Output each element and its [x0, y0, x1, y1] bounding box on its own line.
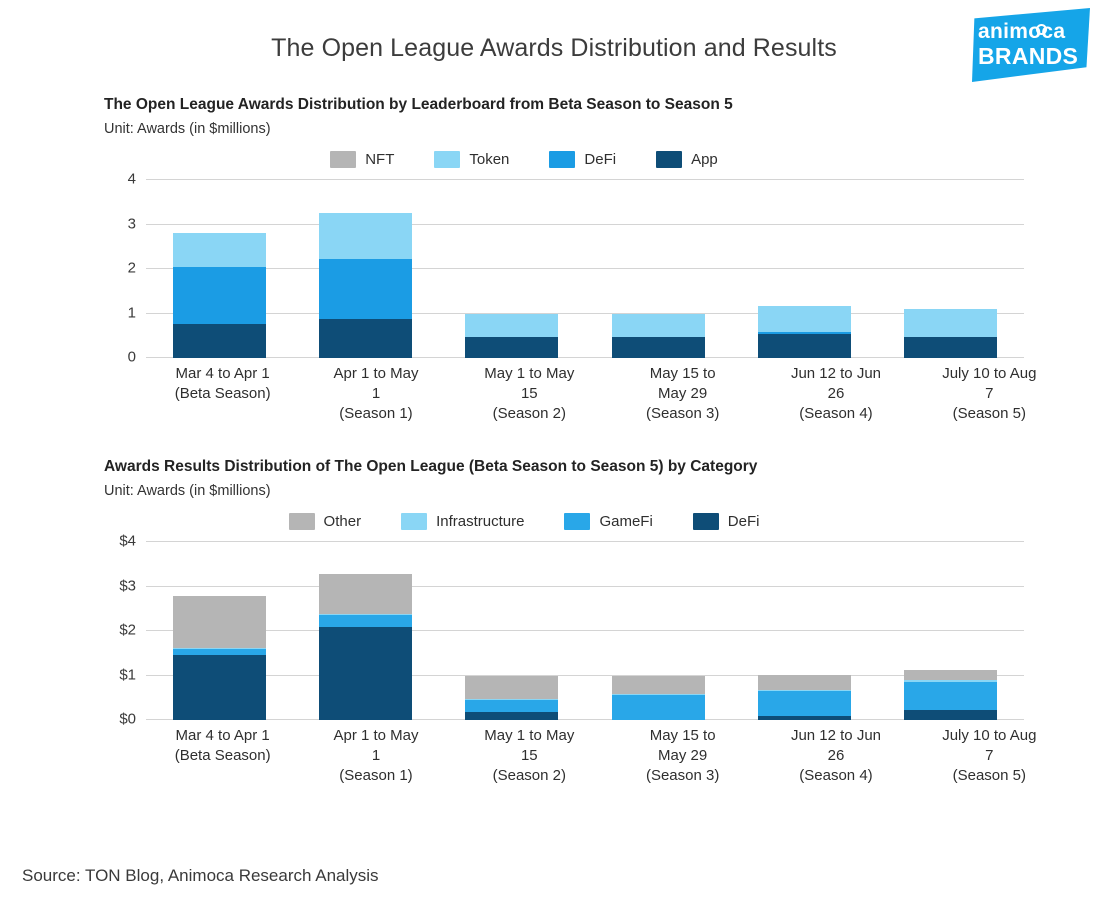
y-axis-tick: 4	[127, 170, 136, 188]
y-axis-tick: $4	[119, 532, 136, 550]
x-axis-label-line: (Season 3)	[645, 767, 720, 784]
x-axis-label-line: (Season 2)	[492, 405, 566, 422]
legend-label-gamefi: GameFi	[599, 513, 653, 530]
y-axis-tick: 0	[127, 348, 136, 366]
legend-item-token[interactable]	[434, 151, 509, 168]
x-axis-label	[146, 364, 299, 424]
bar-segment-token	[319, 213, 412, 259]
x-axis-label	[759, 364, 912, 424]
y-axis-tick: 3	[127, 215, 136, 232]
chart1-axis-area	[127, 170, 1024, 366]
bar-segment-gamefi	[319, 615, 412, 626]
x-axis-label-line: Apr 1 to May	[333, 727, 419, 744]
x-axis-label-line: Jun 12 to Jun	[790, 365, 882, 382]
x-axis-label-line: 26	[827, 747, 845, 764]
bar-segment-app	[758, 334, 851, 358]
x-axis-label-line: Mar 4 to Apr 1	[175, 727, 270, 744]
x-axis-label-line: July 10 to Aug	[942, 727, 1037, 744]
bar-segment-other	[612, 676, 705, 694]
x-axis-label	[606, 364, 759, 424]
bar-segment-other	[904, 670, 997, 680]
legend-item-nft[interactable]	[330, 151, 394, 168]
x-axis-label-line: Jun 12 to Jun	[790, 727, 882, 744]
legend-swatch-infrastructure	[401, 513, 427, 530]
legend-item-infrastructure[interactable]	[401, 513, 524, 530]
x-axis-label-line: Apr 1 to May	[333, 365, 419, 382]
bar-segment-app	[173, 324, 266, 358]
x-axis-label-line: May 15 to	[649, 365, 716, 382]
bar-segment-app	[904, 337, 997, 358]
x-axis-label-line: 26	[827, 385, 845, 402]
stacked-bar[interactable]	[612, 676, 705, 720]
stacked-bar[interactable]	[758, 306, 851, 358]
y-axis-tick: $0	[119, 710, 136, 728]
bar-segment-defi	[173, 655, 266, 720]
x-axis-label-line: 15	[520, 385, 538, 402]
x-axis-label-line: (Season 1)	[339, 405, 413, 422]
x-axis-label	[453, 726, 606, 786]
x-axis-label-line: 15	[520, 747, 538, 764]
x-axis-label-line: 7	[985, 747, 994, 764]
y-axis-tick: 1	[127, 304, 136, 321]
x-axis-label-line: 1	[371, 385, 381, 402]
legend-swatch-gamefi	[564, 513, 590, 530]
bar-slot	[585, 180, 731, 358]
chart1-plot	[104, 170, 1024, 366]
bar-segment-token	[758, 306, 851, 331]
bar-slot	[439, 542, 585, 720]
legend-label-infrastructure: Infrastructure	[436, 513, 525, 530]
bar-segment-defi	[319, 627, 412, 720]
bar-segment-other	[173, 596, 266, 648]
x-axis-label-line: (Season 4)	[799, 767, 873, 784]
bar-segment-gamefi	[758, 691, 851, 716]
bar-slot	[146, 542, 292, 720]
x-axis-label-line: 7	[985, 385, 994, 402]
x-axis-label	[913, 726, 1066, 786]
x-axis-label-line: (Beta Season)	[174, 747, 271, 764]
bar-slot	[146, 180, 292, 358]
stacked-bar[interactable]	[465, 314, 558, 358]
bar-segment-defi	[319, 259, 412, 319]
legend-label-nft: NFT	[365, 151, 395, 168]
chart2-legend	[0, 513, 1108, 530]
bar-segment-token	[173, 233, 266, 266]
x-axis-label-line: (Beta Season)	[174, 385, 271, 402]
logo-text-brands: BRANDS	[978, 43, 1079, 69]
y-axis-tick: 2	[127, 259, 136, 277]
chart1-subtitle: Unit: Awards (in $millions)	[104, 121, 271, 137]
page-title: The Open League Awards Distribution and Results	[271, 34, 837, 62]
chart2-plot	[104, 532, 1024, 728]
legend-swatch-defi	[693, 513, 719, 530]
x-axis-label-line: 1	[371, 747, 381, 764]
bar-segment-other	[758, 675, 851, 691]
bar-segment-defi	[904, 710, 997, 720]
x-axis-label	[299, 364, 452, 424]
chart-awards-results	[0, 458, 1108, 786]
logo-dot-icon	[1036, 24, 1047, 35]
x-axis-label	[606, 726, 759, 786]
bar-segment-gamefi	[612, 695, 705, 720]
bar-slot	[439, 180, 585, 358]
legend-swatch-app	[656, 151, 682, 168]
legend-label-app: App	[691, 151, 718, 168]
x-axis-label-line: May 29	[658, 747, 708, 764]
bar-segment-other	[465, 676, 558, 699]
stacked-bar[interactable]	[758, 675, 851, 720]
chart1-legend	[0, 151, 1108, 168]
stacked-bar[interactable]	[319, 574, 412, 720]
bar-group	[146, 542, 1024, 720]
stacked-bar[interactable]	[904, 309, 997, 358]
bar-slot	[292, 542, 438, 720]
chart2-x-axis-labels	[146, 726, 1066, 786]
bar-segment-gamefi	[465, 700, 558, 712]
bar-segment-other	[319, 574, 412, 614]
y-axis-tick: $3	[119, 577, 136, 594]
x-axis-label-line: May 29	[658, 385, 708, 402]
x-axis-label-line: (Season 2)	[492, 767, 566, 784]
x-axis-label-line: Mar 4 to Apr 1	[175, 365, 270, 382]
stacked-bar[interactable]	[319, 213, 412, 358]
source-note: Source: TON Blog, Animoca Research Analysis	[22, 866, 379, 885]
legend-swatch-other	[289, 513, 315, 530]
legend-item-app[interactable]	[656, 151, 718, 168]
bar-slot	[292, 180, 438, 358]
x-axis-label-line: (Season 4)	[799, 405, 873, 422]
chart1-title: The Open League Awards Distribution by Leaderboard from Beta Season to Season 5	[104, 96, 733, 113]
stacked-bar[interactable]	[904, 670, 997, 720]
bar-segment-gamefi	[904, 682, 997, 710]
bar-segment-token	[465, 314, 558, 337]
x-axis-label	[453, 364, 606, 424]
stacked-bar[interactable]	[173, 233, 266, 358]
x-axis-label-line: (Season 5)	[952, 405, 1026, 422]
chart2-subtitle: Unit: Awards (in $millions)	[104, 483, 271, 499]
bar-slot	[878, 180, 1024, 358]
x-axis-label-line: (Season 1)	[339, 767, 413, 784]
bar-segment-defi	[758, 716, 851, 720]
chart2-title: Awards Results Distribution of The Open League (Beta Season to Season 5) by Category	[104, 458, 758, 475]
stacked-bar[interactable]	[173, 596, 266, 720]
logo-text-animoca: animoca	[978, 20, 1066, 43]
legend-swatch-defi	[549, 151, 575, 168]
x-axis-label	[913, 364, 1066, 424]
chart2-axis-area	[119, 532, 1024, 728]
chart-awards-distribution	[0, 96, 1108, 424]
bar-segment-defi	[465, 712, 558, 720]
x-axis-label-line: May 1 to May	[484, 727, 575, 744]
legend-swatch-token	[434, 151, 460, 168]
x-axis-label-line: (Season 3)	[645, 405, 720, 422]
bar-segment-app	[319, 319, 412, 358]
bar-segment-token	[904, 309, 997, 337]
x-axis-label	[759, 726, 912, 786]
bar-segment-app	[465, 337, 558, 358]
x-axis-label-line: May 1 to May	[484, 365, 575, 382]
legend-label-defi: DeFi	[584, 151, 617, 168]
stacked-bar[interactable]	[465, 676, 558, 720]
animoca-brands-logo	[972, 8, 1090, 82]
legend-label-token: Token	[469, 151, 510, 168]
x-axis-label	[146, 726, 299, 786]
legend-label-other: Other	[323, 513, 362, 530]
x-axis-label-line: July 10 to Aug	[942, 365, 1037, 382]
bar-segment-gamefi	[173, 649, 266, 656]
x-axis-label-line: May 15 to	[649, 727, 716, 744]
stacked-bar[interactable]	[612, 314, 705, 358]
bar-segment-app	[612, 337, 705, 358]
bar-segment-token	[612, 314, 705, 337]
legend-item-defi[interactable]	[549, 151, 616, 168]
legend-swatch-nft	[330, 151, 356, 168]
bar-slot	[585, 542, 731, 720]
bar-slot	[731, 180, 877, 358]
legend-item-defi[interactable]	[693, 513, 760, 530]
y-axis-tick: $1	[119, 666, 136, 683]
bar-group	[146, 180, 1024, 358]
x-axis-label-line: (Season 5)	[952, 767, 1026, 784]
x-axis-label	[299, 726, 452, 786]
chart1-x-axis-labels	[146, 364, 1066, 424]
bar-slot	[731, 542, 877, 720]
bar-slot	[878, 542, 1024, 720]
legend-label-defi: DeFi	[727, 513, 760, 530]
legend-item-other[interactable]	[289, 513, 362, 530]
y-axis-tick: $2	[119, 621, 136, 639]
bar-segment-defi	[173, 267, 266, 324]
legend-item-gamefi[interactable]	[564, 513, 652, 530]
